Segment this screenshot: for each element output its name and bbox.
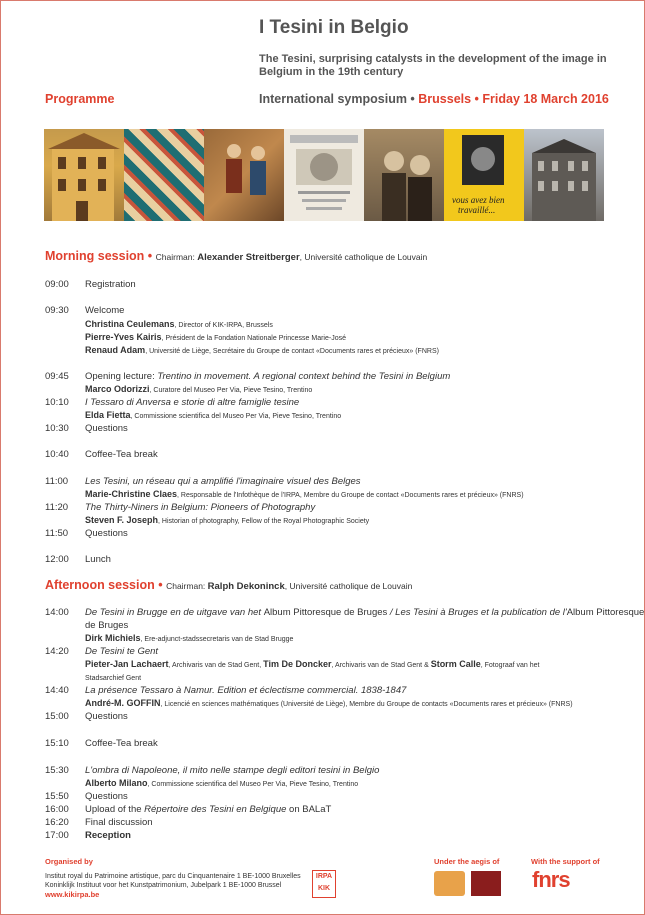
svg-text:travaillé...: travaillé... bbox=[458, 205, 496, 215]
support-label: With the support of bbox=[531, 857, 600, 866]
crest-logo bbox=[471, 871, 501, 896]
catalogue-print bbox=[284, 129, 364, 221]
symposium-prefix: International symposium • bbox=[259, 92, 419, 106]
portrait-photo bbox=[364, 129, 444, 221]
building-photo bbox=[44, 129, 124, 221]
image-strip bbox=[44, 129, 604, 221]
irpa-logo: IRPA KIK bbox=[312, 870, 336, 898]
website-link[interactable]: www.kikirpa.be bbox=[45, 890, 100, 899]
svg-text:vous avez bien: vous avez bien bbox=[452, 195, 505, 205]
programme-label: Programme bbox=[45, 92, 115, 106]
organised-label: Organised by bbox=[45, 857, 93, 866]
afternoon-chair: Chairman: Ralph Dekoninck, Université catholique de Louvain bbox=[166, 581, 413, 592]
symposium-date: • Friday 18 March 2016 bbox=[471, 92, 609, 106]
page-subtitle: The Tesini, surprising catalysts in the development of the image in Belgium in the 19th century bbox=[259, 53, 607, 78]
morning-session-title: Morning session bbox=[45, 249, 145, 263]
pattern-print bbox=[124, 129, 204, 221]
morning-session-header: Morning session • Chairman: Alexander Streitberger, Université catholique de Louvain bbox=[45, 249, 428, 263]
dancers-print bbox=[204, 129, 284, 221]
poster-photo bbox=[444, 129, 524, 221]
afternoon-session-title: Afternoon session bbox=[45, 578, 155, 592]
address-fr: Institut royal du Patrimoine artistique, parc du Cinquantenaire 1 BE-1000 Bruxelles bbox=[45, 873, 301, 880]
address-nl: Koninklijk Instituut voor het Kunstpatrimonium, Jubelpark 1 BE-1000 Brussel bbox=[45, 882, 282, 889]
symposium-city: Brussels bbox=[418, 92, 472, 106]
foundation-logo bbox=[434, 871, 465, 896]
programme-page: I Tesini in Belgio The Tesini, surprising catalysts in the development of the image in Belgium in the 19th century Programme International symposium • Brussels • Friday 18 March 2016 vous avez bien travaillé... Morning session • Chairman: Alexander Streitberger, Université catholique de Louvain 09:00 Registration 09:30 Welcome Christina Ceulemans, Director of KIK-IRPA, Brussels Pierre-Yves Kairis, Président de la Fondation Nationale Princesse Marie-José Renaud Adam, Université de Liège, Secrétaire du Groupe de contact «Documents rares et précieux» (FNRS) 09:45 Opening lecture: Trentino in movement. A regional context behind the Tesini in Belgium Marco Odorizzi, Curatore del Museo Per Via, Pieve Tesino, Trentino 10:10 I Tessaro di Anversa e storie di altre famiglie tesine Elda Fietta, Commissione scientifica del Museo Per Via, Pieve Tesino, Trentino 10:30 Questions 10:40 Coffee-Tea break 11:00 Les Tesini, un réseau qui a amplifié l'imaginaire visuel des Belges Marie-Christine Claes, Responsable de l'Infothèque de l'IRPA, Membre du Groupe de contact «Documents rares et précieux» (FNRS) 11:20 The Thirty-Niners in Belgium: Pioneers of Photography Steven F. Joseph, Historian of photography, Fellow of the Royal Photographic Society 11:50 Questions 12:00 Lunch Afternoon session • Chairman: Ralph Dekoninck, Université catholique de Louvain 14:00 De Tesini in Brugge en de uitgave van het Album Pittoresque de Bruges / Les Tesini à Bruges et la publication de l'Album Pittoresque de Bruges Dirk Michiels, Ere-adjunct-stadssecretaris van de Stad Brugge 14:20 De Tesini te Gent Pieter-Jan Lachaert, Archivaris van de Stad Gent, Tim De Doncker, Archivaris van de Stad Gent & Storm Calle, Fotograaf van het Stadsarchief Gent 14:40 La présence Tessaro à Namur. Edition et éclectisme commercial. 1838-1847 André-M. GOFFIN, Licencié en sciences mathématiques (Université de Liège), Membre du Groupe de contacts «Documents rares et précieux» (FNRS) 15:00 Questions 15:10 Coffee-Tea break 15:30 L'ombra di Napoleone, il mito nelle stampe degli editori tesini in Belgio Alberto Milano, Commissione scientifica del Museo Per Via, Pieve Tesino, Trentino 15:50 Questions 16:00 Upload of the Répertoire des Tesini en Belgique on BALaT 16:20 Final discussion 17:00 Reception Organised by Institut royal du Patrimoine artistique, parc du Cinquantenaire 1 BE-1000 Bruxelles Koninklijk Instituut voor het Kunstpatrimonium, Jubelpark 1 BE-1000 Brussel www.kikirpa.be IRPA KIK Under the aegis of With the support of fnrs bbox=[0, 0, 645, 915]
page-title: I Tesini in Belgio bbox=[259, 17, 409, 38]
morning-chair: Chairman: Alexander Streitberger, Université catholique de Louvain bbox=[155, 252, 428, 263]
fnrs-logo: fnrs bbox=[532, 867, 570, 892]
aegis-label: Under the aegis of bbox=[434, 857, 500, 866]
symposium-line bbox=[259, 92, 609, 106]
palace-photo bbox=[524, 129, 604, 221]
afternoon-session-header: Afternoon session • Chairman: Ralph Dekoninck, Université catholique de Louvain bbox=[45, 578, 413, 592]
organiser-block bbox=[45, 857, 301, 899]
